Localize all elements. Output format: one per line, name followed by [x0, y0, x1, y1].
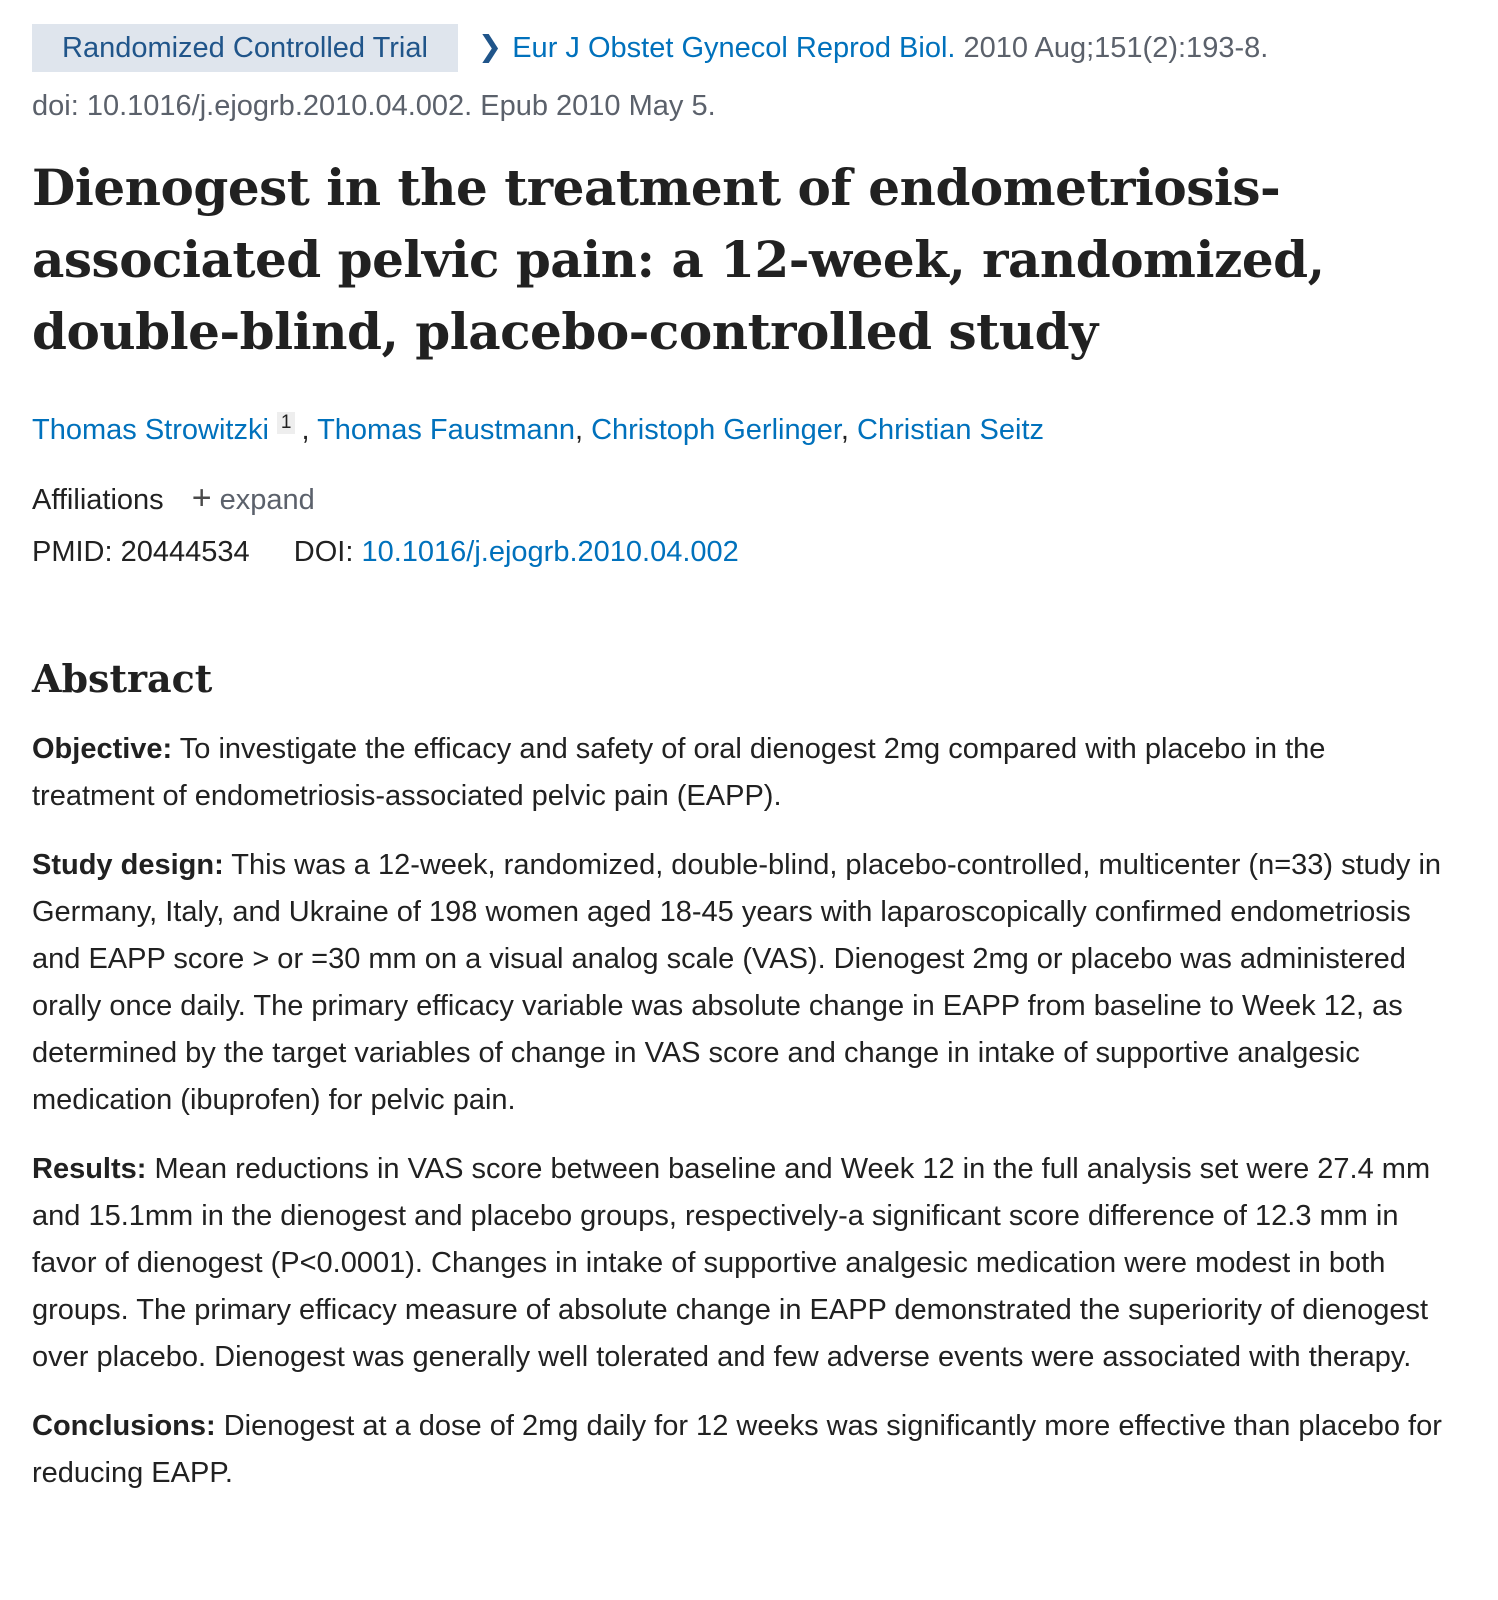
- author-link[interactable]: Thomas Faustmann: [317, 414, 575, 446]
- author-separator: ,: [301, 414, 318, 446]
- pmid-value: 20444534: [120, 536, 250, 568]
- section-text: Mean reductions in VAS score between baseline and Week 12 in the full analysis set were 27.4 mm and 15.1mm in the dienogest and placebo groups, respectively-a significant score difference of 12.3 mm in favor of dienogest (P<0.0001). Changes in intake of supportive analgesic medication were modest in both groups. The primary efficacy measure of absolute change in EAPP demonstrated the superiority of dienogest over placebo. Dienogest was generally well tolerated and few adverse events were associated with therapy.: [32, 1153, 1431, 1373]
- citation-line: [32, 24, 1466, 72]
- plus-icon: +: [191, 479, 212, 517]
- section-label: Conclusions:: [32, 1410, 216, 1442]
- abstract-heading: Abstract: [32, 656, 213, 701]
- authors-list: [32, 410, 1466, 450]
- doi-link[interactable]: 10.1016/j.ejogrb.2010.04.002: [361, 536, 739, 568]
- publication-type-badge[interactable]: Randomized Controlled Trial: [32, 24, 458, 72]
- citation-details: 2010 Aug;151(2):193-8.: [963, 32, 1269, 64]
- doi-epub-line: doi: 10.1016/j.ejogrb.2010.04.002. Epub 2010 May 5.: [32, 90, 716, 122]
- affiliation-number[interactable]: 1: [277, 412, 296, 434]
- affiliations-expand-button[interactable]: [191, 479, 315, 517]
- affiliations-label: Affiliations: [32, 484, 164, 516]
- article-title: Dienogest in the treatment of endometriosis-associated pelvic pain: a 12-week, randomized, double-blind, placebo-controlled study: [32, 158, 1325, 361]
- author-separator: ,: [574, 414, 592, 446]
- journal-link[interactable]: [478, 32, 956, 64]
- abstract-results: [32, 1146, 1452, 1381]
- affiliations-row: [32, 478, 1466, 520]
- abstract-objective: [32, 726, 1452, 820]
- chevron-right-icon: ❯: [477, 31, 503, 63]
- pmid-label: PMID:: [32, 536, 113, 568]
- abstract-conclusions: [32, 1403, 1452, 1497]
- section-label: Objective:: [32, 733, 173, 765]
- section-label: Results:: [32, 1153, 147, 1185]
- author-separator: ,: [840, 414, 858, 446]
- section-label: Study design:: [32, 849, 224, 881]
- author-link[interactable]: Christoph Gerlinger: [591, 414, 841, 446]
- author-link[interactable]: Thomas Strowitzki: [32, 414, 269, 446]
- expand-label: expand: [219, 484, 315, 516]
- doi-label: DOI:: [293, 536, 354, 568]
- identifiers-row: [32, 532, 1466, 572]
- section-text: This was a 12-week, randomized, double-blind, placebo-controlled, multicenter (n=33) study in Germany, Italy, and Ukraine of 198 women aged 18-45 years with laparoscopically confirmed endometriosis and EAPP score > or =30 mm on a visual analog scale (VAS). Dienogest 2mg or placebo was administered orally once daily. The primary efficacy variable was absolute change in EAPP from baseline to Week 12, as determined by the target variables of change in VAS score and change in intake of supportive analgesic medication (ibuprofen) for pelvic pain.: [32, 849, 1442, 1116]
- section-text: Dienogest at a dose of 2mg daily for 12 weeks was significantly more effective than placebo for reducing EAPP.: [32, 1410, 1442, 1489]
- abstract-study-design: [32, 842, 1452, 1124]
- author-link[interactable]: Christian Seitz: [857, 414, 1045, 446]
- section-text: To investigate the efficacy and safety of oral dienogest 2mg compared with placebo in the treatment of endometriosis-associated pelvic pain (EAPP).: [32, 733, 1326, 812]
- journal-name: Eur J Obstet Gynecol Reprod Biol.: [512, 32, 956, 64]
